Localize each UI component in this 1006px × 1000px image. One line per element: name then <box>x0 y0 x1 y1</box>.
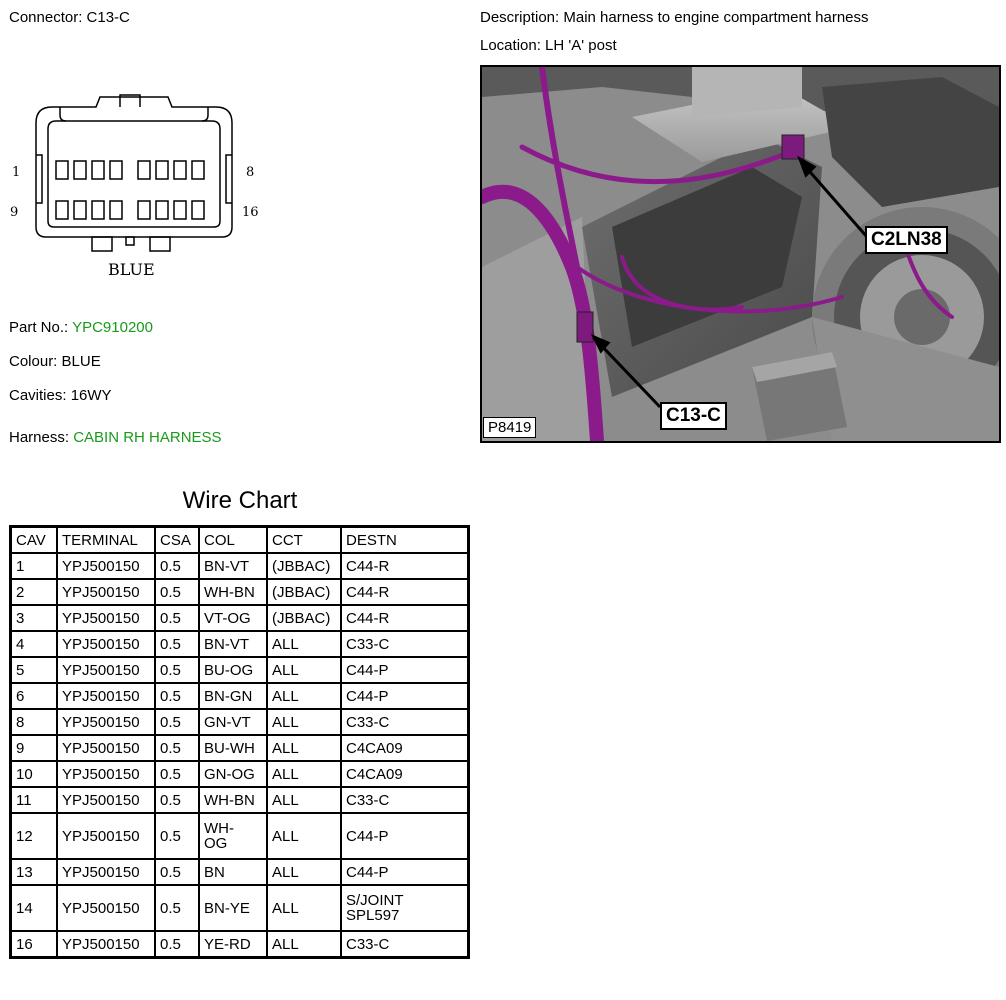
cell-destn: C44-R <box>341 553 469 579</box>
cell-csa: 0.5 <box>155 683 199 709</box>
cavities-value: 16WY <box>70 387 112 404</box>
cell-cav: 4 <box>11 631 58 657</box>
header-cav: CAV <box>11 527 58 554</box>
table-row <box>11 885 469 931</box>
connector-description: Description: Main harness to engine compartment harness <box>480 9 869 26</box>
cell-col: WH- OG <box>199 813 267 859</box>
cell-col: BU-OG <box>199 657 267 683</box>
cell-csa: 0.5 <box>155 787 199 813</box>
cell-cav: 11 <box>11 787 58 813</box>
cell-csa: 0.5 <box>155 761 199 787</box>
table-row <box>11 813 469 859</box>
table-row <box>11 709 469 735</box>
colour <box>9 353 101 370</box>
cell-terminal: YPJ500150 <box>57 735 155 761</box>
cell-cct: ALL <box>267 787 341 813</box>
cell-destn: C33-C <box>341 709 469 735</box>
cell-cav: 5 <box>11 657 58 683</box>
cell-col: BN-VT <box>199 553 267 579</box>
cell-cav: 16 <box>11 931 58 958</box>
table-row <box>11 657 469 683</box>
cell-cct: ALL <box>267 885 341 931</box>
pin-label-16: 16 <box>242 205 259 220</box>
cell-cav: 6 <box>11 683 58 709</box>
cavities-label: Cavities: <box>9 387 67 404</box>
pin-label-1: 1 <box>12 165 21 180</box>
cell-destn: C33-C <box>341 787 469 813</box>
callout-c13c: C13-C <box>660 402 727 430</box>
cell-cav: 10 <box>11 761 58 787</box>
cell-terminal: YPJ500150 <box>57 553 155 579</box>
cell-cct: (JBBAC) <box>267 579 341 605</box>
table-row <box>11 553 469 579</box>
table-row <box>11 683 469 709</box>
cell-cav: 12 <box>11 813 58 859</box>
cell-csa: 0.5 <box>155 631 199 657</box>
cell-cct: ALL <box>267 631 341 657</box>
cell-csa: 0.5 <box>155 553 199 579</box>
cell-csa: 0.5 <box>155 813 199 859</box>
cell-destn: C44-R <box>341 579 469 605</box>
harness-label: Harness: <box>9 429 70 446</box>
harness-value: CABIN RH HARNESS <box>73 429 222 446</box>
table-row <box>11 761 469 787</box>
colour-value: BLUE <box>61 353 101 370</box>
cell-cct: (JBBAC) <box>267 553 341 579</box>
part-number-label: Part No.: <box>9 319 69 336</box>
table-row <box>11 579 469 605</box>
pin-label-8: 8 <box>246 165 255 180</box>
cell-cct: ALL <box>267 761 341 787</box>
cell-terminal: YPJ500150 <box>57 683 155 709</box>
cell-col: BU-WH <box>199 735 267 761</box>
cell-terminal: YPJ500150 <box>57 709 155 735</box>
cell-terminal: YPJ500150 <box>57 885 155 931</box>
cell-csa: 0.5 <box>155 709 199 735</box>
cell-cct: ALL <box>267 859 341 885</box>
cell-cct: ALL <box>267 813 341 859</box>
connector-face-diagram <box>0 85 270 285</box>
photo-reference: P8419 <box>483 417 536 438</box>
cell-terminal: YPJ500150 <box>57 859 155 885</box>
header-cct: CCT <box>267 527 341 554</box>
cell-col: BN-VT <box>199 631 267 657</box>
cell-terminal: YPJ500150 <box>57 657 155 683</box>
location-photo-illustration <box>482 67 999 441</box>
colour-label: Colour: <box>9 353 58 370</box>
cell-destn: S/JOINT SPL597 <box>341 885 469 931</box>
wire-chart-body <box>11 553 469 958</box>
cell-csa: 0.5 <box>155 885 199 931</box>
cell-destn: C4CA09 <box>341 735 469 761</box>
header-csa: CSA <box>155 527 199 554</box>
part-number-value: YPC910200 <box>72 319 153 336</box>
cell-cct: ALL <box>267 683 341 709</box>
table-row <box>11 631 469 657</box>
cell-destn: C33-C <box>341 631 469 657</box>
cell-terminal: YPJ500150 <box>57 761 155 787</box>
cell-csa: 0.5 <box>155 605 199 631</box>
cell-cav: 13 <box>11 859 58 885</box>
cell-destn: C44-R <box>341 605 469 631</box>
cell-cct: ALL <box>267 931 341 958</box>
cell-destn: C33-C <box>341 931 469 958</box>
cell-cct: ALL <box>267 657 341 683</box>
location-photo <box>480 65 1001 443</box>
connector-title: Connector: C13-C <box>9 9 130 26</box>
diagram-colour-caption: BLUE <box>108 260 155 279</box>
pin-label-9: 9 <box>10 205 19 220</box>
cell-col: GN-VT <box>199 709 267 735</box>
callout-c2ln38: C2LN38 <box>865 226 948 254</box>
cell-destn: C44-P <box>341 657 469 683</box>
table-row <box>11 931 469 958</box>
cell-destn: C44-P <box>341 859 469 885</box>
cell-csa: 0.5 <box>155 931 199 958</box>
table-header-row <box>11 527 469 554</box>
table-row <box>11 787 469 813</box>
header-col: COL <box>199 527 267 554</box>
wire-chart-table <box>9 525 470 959</box>
cell-terminal: YPJ500150 <box>57 579 155 605</box>
cell-cct: ALL <box>267 709 341 735</box>
cell-terminal: YPJ500150 <box>57 605 155 631</box>
cavities <box>9 387 112 404</box>
cell-col: WH-BN <box>199 579 267 605</box>
wire-chart-title: Wire Chart <box>182 487 298 514</box>
cell-terminal: YPJ500150 <box>57 813 155 859</box>
cell-cav: 9 <box>11 735 58 761</box>
cell-col: BN-YE <box>199 885 267 931</box>
cell-col: BN-GN <box>199 683 267 709</box>
connector-location: Location: LH 'A' post <box>480 37 617 54</box>
cell-destn: C4CA09 <box>341 761 469 787</box>
table-row <box>11 605 469 631</box>
cell-col: WH-BN <box>199 787 267 813</box>
cell-cav: 8 <box>11 709 58 735</box>
cell-cav: 3 <box>11 605 58 631</box>
part-number <box>9 319 153 336</box>
cell-destn: C44-P <box>341 683 469 709</box>
cell-csa: 0.5 <box>155 859 199 885</box>
cell-col: YE-RD <box>199 931 267 958</box>
cell-csa: 0.5 <box>155 657 199 683</box>
cell-destn: C44-P <box>341 813 469 859</box>
cell-cav: 1 <box>11 553 58 579</box>
cell-cct: ALL <box>267 735 341 761</box>
cell-terminal: YPJ500150 <box>57 631 155 657</box>
cell-cct: (JBBAC) <box>267 605 341 631</box>
table-row <box>11 859 469 885</box>
cell-terminal: YPJ500150 <box>57 787 155 813</box>
header-destn: DESTN <box>341 527 469 554</box>
cell-cav: 2 <box>11 579 58 605</box>
cell-cav: 14 <box>11 885 58 931</box>
cell-col: VT-OG <box>199 605 267 631</box>
cell-csa: 0.5 <box>155 735 199 761</box>
header-terminal: TERMINAL <box>57 527 155 554</box>
table-row <box>11 735 469 761</box>
harness <box>9 429 222 446</box>
cell-csa: 0.5 <box>155 579 199 605</box>
cell-terminal: YPJ500150 <box>57 931 155 958</box>
cell-col: GN-OG <box>199 761 267 787</box>
cell-col: BN <box>199 859 267 885</box>
